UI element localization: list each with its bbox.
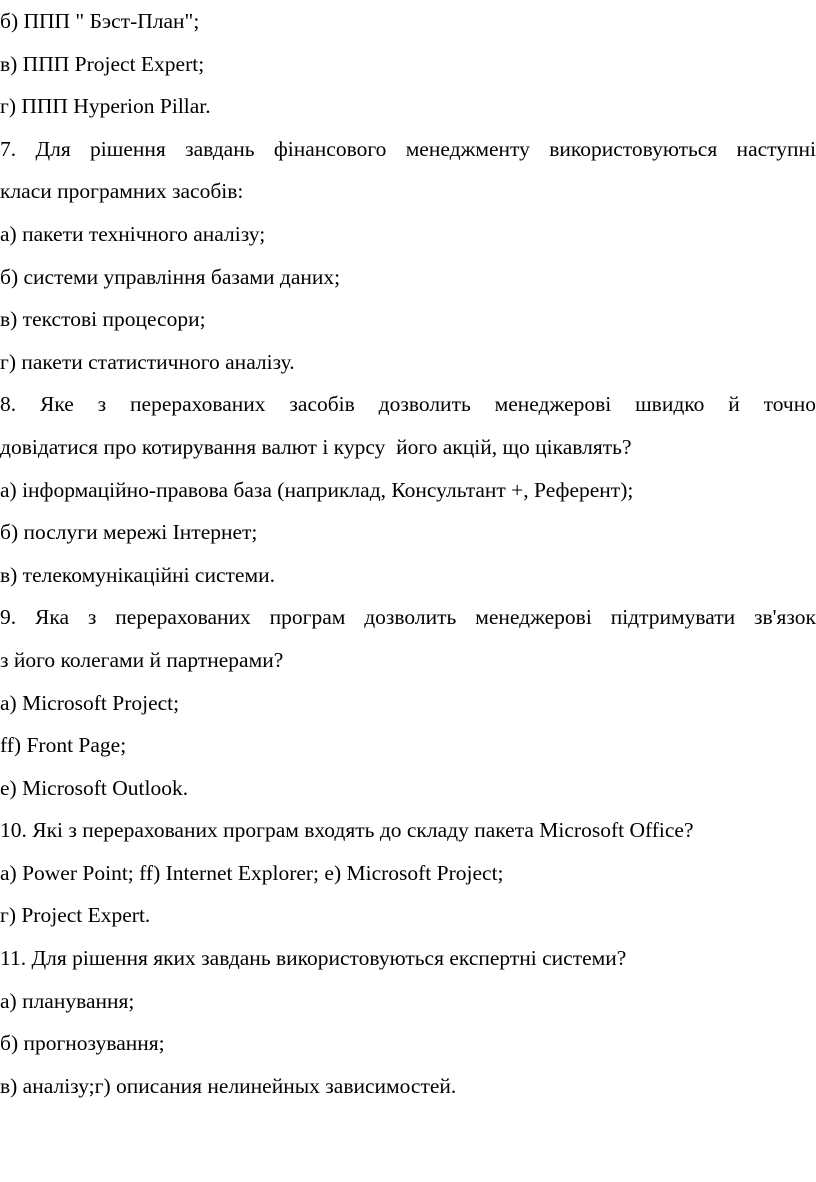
question-8-line-1: 8. Яке з перерахованих засобів дозволить менеджерові швидко й точно bbox=[0, 392, 816, 417]
question-10: 10. Які з перерахованих програм входять до складу пакета Microsoft Office? bbox=[0, 818, 694, 843]
answer-option: в) текстові процесори; bbox=[0, 307, 206, 332]
answer-option: в) аналізу;г) описания нелинейных зависимостей. bbox=[0, 1073, 457, 1098]
answer-option: е) Microsoft Outlook. bbox=[0, 775, 189, 800]
text-line: г) ППП Hyperion Pillar. bbox=[0, 94, 211, 119]
answer-option: ff) Front Page; bbox=[0, 733, 127, 758]
question-9-line-1: 9. Яка з перерахованих програм дозволить менеджерові підтримувати зв'язок bbox=[0, 605, 816, 630]
answer-option: г) Project Expert. bbox=[0, 903, 151, 928]
text-line: в) ППП Project Expert; bbox=[0, 51, 205, 76]
question-11: 11. Для рішення яких завдань використовуються експертні системи? bbox=[0, 946, 627, 971]
answer-option: а) Power Point; ff) Internet Explorer; е) Microsoft Project; bbox=[0, 860, 504, 885]
answer-option: а) Microsoft Project; bbox=[0, 690, 180, 715]
answer-option: а) планування; bbox=[0, 988, 135, 1013]
question-7-line-1: 7. Для рішення завдань фінансового менеджменту використовуються наступні bbox=[0, 136, 816, 161]
answer-option: б) прогнозування; bbox=[0, 1031, 165, 1056]
answer-option: б) послуги мережі Інтернет; bbox=[0, 520, 258, 545]
question-7-line-2: класи програмних засобів: bbox=[0, 179, 244, 204]
question-9-line-2: з його колегами й партнерами? bbox=[0, 647, 284, 672]
text-line: б) ППП " Бэст-План"; bbox=[0, 9, 200, 33]
question-8-line-2: довідатися про котирування валют і курсу його акцій, що цікавлять? bbox=[0, 434, 632, 459]
answer-option: г) пакети статистичного аналізу. bbox=[0, 349, 295, 374]
answer-option: в) телекомунікаційні системи. bbox=[0, 562, 275, 587]
answer-option: а) пакети технічного аналізу; bbox=[0, 221, 266, 246]
answer-option: а) інформаційно-правова база (наприклад, Консультант +, Референт); bbox=[0, 477, 634, 502]
answer-option: б) системи управління базами даних; bbox=[0, 264, 341, 289]
